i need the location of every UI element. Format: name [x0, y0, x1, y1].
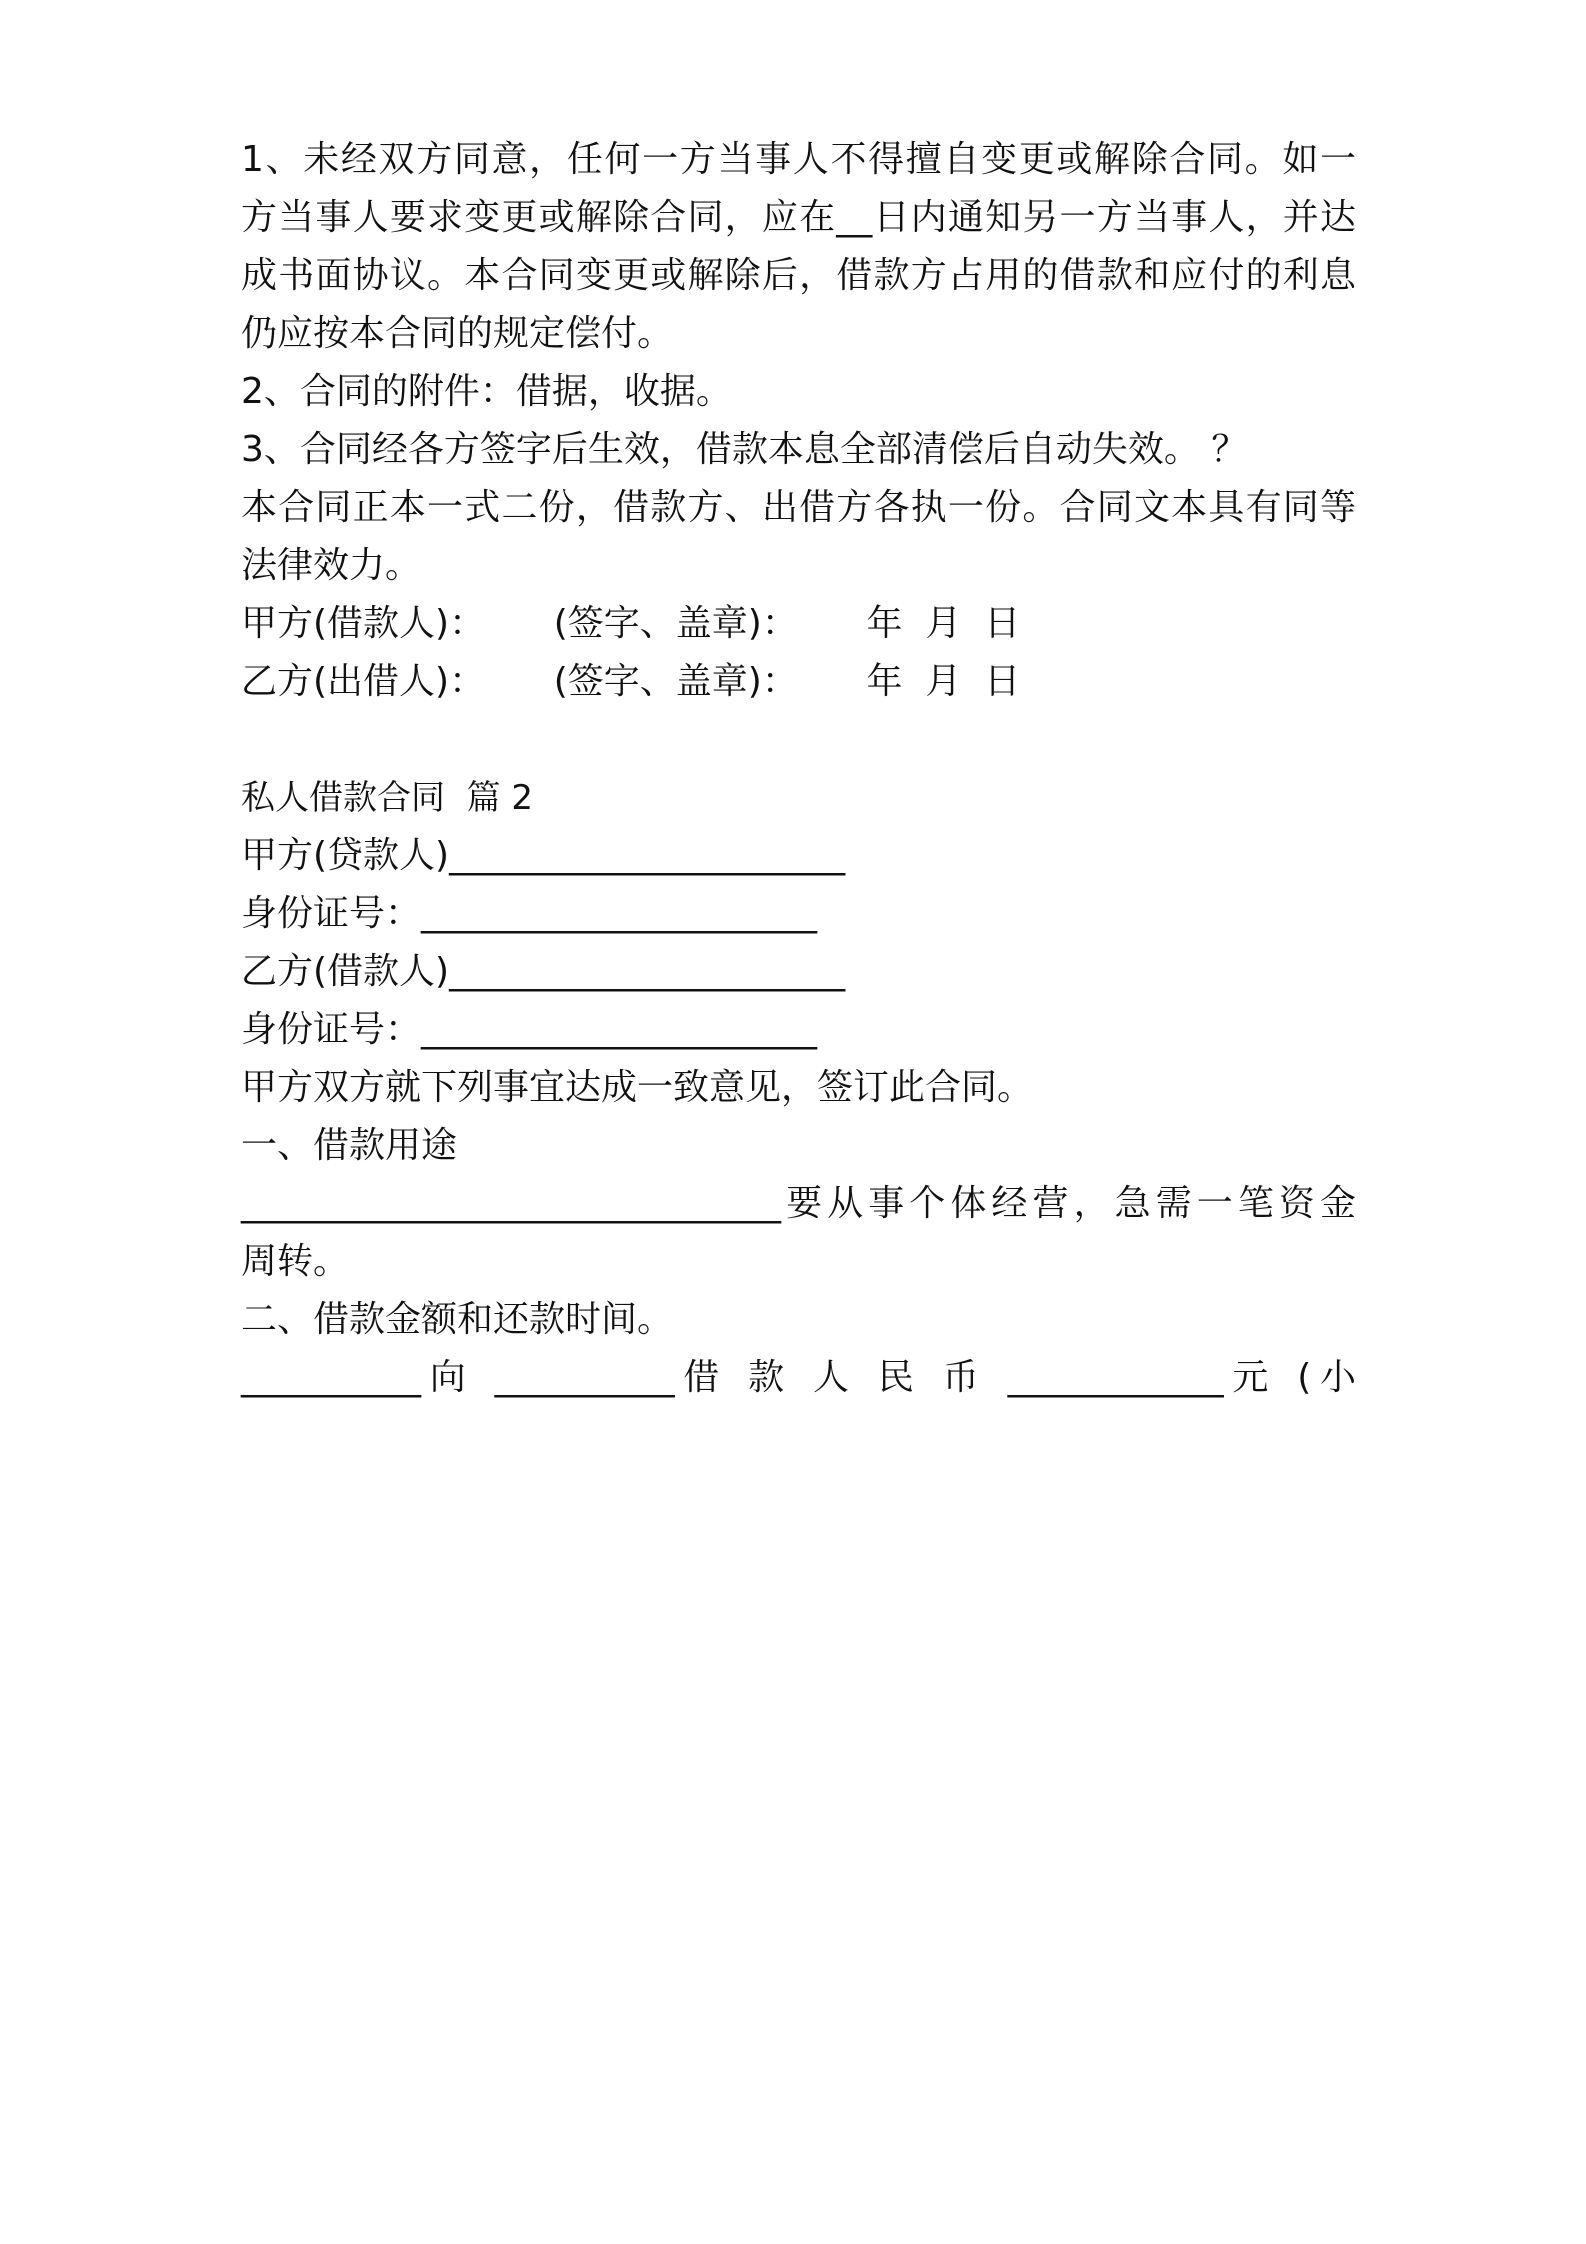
copies-line-2: 法律效力。: [241, 545, 422, 586]
section-title: 私人借款合同 篇 2: [241, 778, 534, 818]
clause-1-line-4: 仍应按本合同的规定偿付。: [241, 313, 674, 354]
amount-line: __________向 __________借 款 人 民 币 ____________元 (小: [241, 1357, 1356, 1398]
purpose-heading: 一、借款用途: [241, 1125, 458, 1166]
clause-3: 3、合同经各方签字后生效，借款本息全部清偿后自动失效。 ？: [241, 429, 1248, 470]
clause-1-line-1: 1、未经双方同意，任何一方当事人不得擅自变更或解除合同。如一: [241, 139, 1356, 180]
clause-1-line-3: 成书面协议。本合同变更或解除后，借款方占用的借款和应付的利息: [241, 255, 1356, 296]
party-b-field: 乙方(借款人)______________________: [241, 951, 846, 992]
party-b-id-field: 身份证号：______________________: [241, 1009, 818, 1050]
clause-1-line-2: 方当事人要求变更或解除合同，应在__日内通知另一方当事人，并达: [241, 197, 1356, 238]
clause-2: 2、合同的附件：借据，收据。: [241, 371, 732, 412]
amount-heading: 二、借款金额和还款时间。: [241, 1299, 674, 1340]
purpose-line-2: 周转。: [241, 1241, 350, 1282]
lender-signature-row: 乙方(出借人)： (签字、盖章)： 年 月 日: [241, 661, 1021, 702]
copies-line-1: 本合同正本一式二份，借款方、出借方各执一份。合同文本具有同等: [241, 487, 1356, 528]
purpose-line-1: ______________________________要从事个体经营，急需一笔资金: [241, 1183, 1356, 1224]
party-a-id-field: 身份证号：______________________: [241, 893, 818, 934]
party-a-field: 甲方(贷款人)______________________: [241, 835, 846, 876]
borrower-signature-row: 甲方(借款人)： (签字、盖章)： 年 月 日: [241, 603, 1021, 644]
agreement-statement: 甲方双方就下列事宜达成一致意见，签订此合同。: [241, 1067, 1034, 1108]
